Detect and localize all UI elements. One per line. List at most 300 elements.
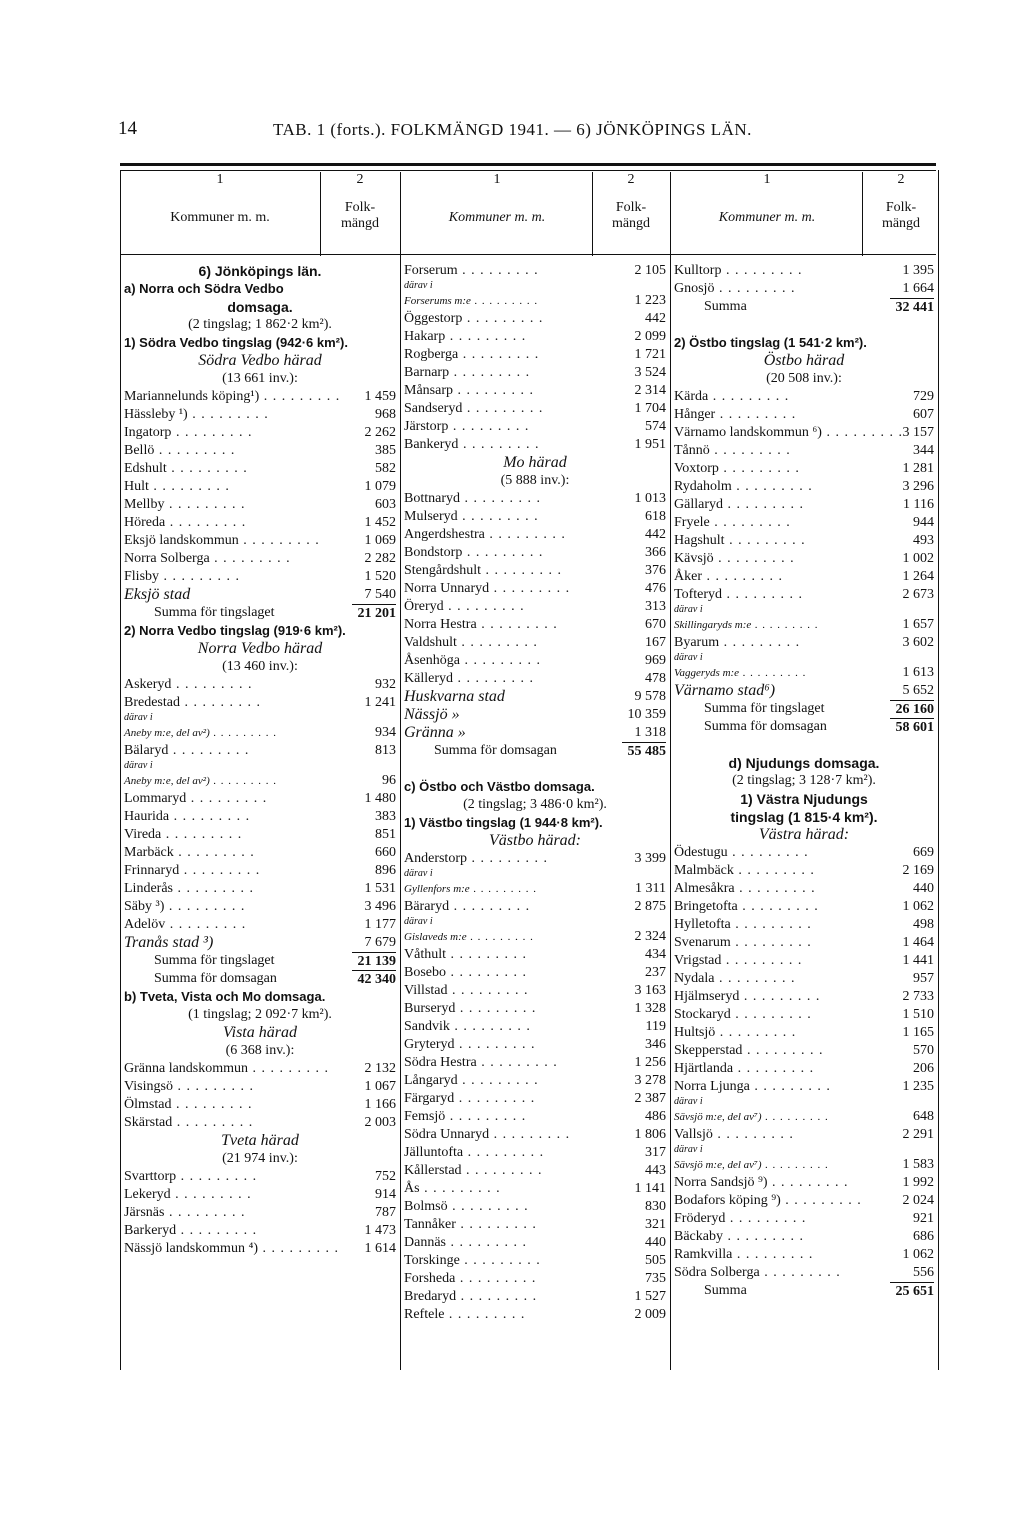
table-row bbox=[404, 1288, 666, 1306]
row-name: Summa för tingslaget bbox=[704, 701, 825, 716]
row-value: 670 bbox=[645, 617, 666, 632]
row-value: 486 bbox=[645, 1109, 666, 1124]
row-value: 813 bbox=[375, 743, 396, 758]
row-value: 96 bbox=[382, 773, 396, 788]
table-row bbox=[674, 898, 934, 916]
table-row bbox=[674, 550, 934, 568]
row-name: Tannåker . . . bbox=[404, 1216, 537, 1234]
row-name: Voxtorp . . . bbox=[674, 460, 800, 478]
heading-text: (1 tingslag; 2 092·7 km²). bbox=[188, 1007, 332, 1022]
heading-text: Västra härad: bbox=[758, 826, 850, 843]
table-row bbox=[674, 880, 934, 898]
row-value: 119 bbox=[645, 1019, 666, 1034]
table-row bbox=[124, 460, 396, 478]
table-row bbox=[404, 292, 666, 310]
table-row bbox=[404, 490, 666, 508]
table-row bbox=[124, 808, 396, 826]
row-name: Burseryd . . . bbox=[404, 1000, 536, 1018]
row-value: 1 704 bbox=[634, 401, 666, 416]
vrule bbox=[120, 170, 121, 1370]
table-row bbox=[404, 1216, 666, 1234]
row-name: Värnamo landskommun ⁶) . . . bbox=[674, 424, 903, 442]
top-rule-thin bbox=[120, 170, 936, 171]
table-row bbox=[674, 1264, 934, 1282]
table-row bbox=[124, 1114, 396, 1132]
table-row bbox=[404, 580, 666, 598]
row-name: Sandseryd . . . bbox=[404, 400, 543, 418]
table-row bbox=[404, 1144, 666, 1162]
table-row bbox=[404, 1126, 666, 1144]
row-name: Södra Solberga . . . bbox=[674, 1264, 841, 1282]
summary-row bbox=[674, 1282, 934, 1300]
row-name: Rogberga . . . bbox=[404, 346, 539, 364]
row-name: Skepperstad . . . bbox=[674, 1042, 823, 1060]
row-note bbox=[124, 760, 396, 772]
row-name: Frinnaryd . . . bbox=[124, 862, 260, 880]
table-row bbox=[404, 898, 666, 916]
table-row bbox=[404, 1234, 666, 1252]
row-value: 752 bbox=[375, 1169, 396, 1184]
table-row bbox=[404, 1090, 666, 1108]
table-row bbox=[124, 406, 396, 424]
row-name: Värnamo stad⁶) bbox=[674, 682, 776, 699]
row-name: Bodafors köping ⁹) . . . bbox=[674, 1192, 862, 1210]
row-value: 914 bbox=[375, 1187, 396, 1202]
row-value: 1 235 bbox=[902, 1079, 934, 1094]
row-value: 1 806 bbox=[634, 1127, 666, 1142]
row-name: Summa bbox=[704, 299, 747, 314]
table-row bbox=[124, 1096, 396, 1114]
row-name: Barkeryd . . . bbox=[124, 1222, 257, 1240]
table-row bbox=[404, 544, 666, 562]
row-value: 498 bbox=[913, 917, 934, 932]
row-name: Angerdshestra . . . bbox=[404, 526, 566, 544]
section-heading bbox=[124, 370, 396, 388]
heading-text: Norra Vedbo härad bbox=[197, 640, 323, 657]
table-row bbox=[674, 1024, 934, 1042]
row-name: Vaggeryds m:e . . . bbox=[674, 664, 807, 682]
section-heading bbox=[124, 1006, 396, 1024]
section-heading bbox=[404, 454, 666, 472]
section-heading bbox=[674, 754, 934, 772]
table-row bbox=[404, 382, 666, 400]
table-row bbox=[124, 694, 396, 712]
table-row bbox=[124, 934, 396, 952]
row-name: Anderstorp . . . bbox=[404, 850, 548, 868]
row-name: Öggestorp . . . bbox=[404, 310, 543, 328]
heading-text: (2 tingslag; 3 486·0 km²). bbox=[463, 797, 607, 812]
summary-row bbox=[124, 970, 396, 988]
row-value: 686 bbox=[913, 1229, 934, 1244]
row-value: 1 721 bbox=[634, 347, 666, 362]
row-name: Norra Solberga . . . bbox=[124, 550, 291, 568]
row-value: 55 485 bbox=[622, 742, 667, 761]
spacer bbox=[404, 760, 666, 778]
section-heading bbox=[124, 352, 396, 370]
row-value: 574 bbox=[645, 419, 666, 434]
heading-text: Östbo härad bbox=[763, 352, 845, 369]
row-value: 58 601 bbox=[890, 718, 935, 737]
row-name: Almesåkra . . . bbox=[674, 880, 816, 898]
row-value: 493 bbox=[913, 533, 934, 548]
heading-text: a) Norra och Södra Vedbo bbox=[124, 281, 284, 296]
row-value: 1 281 bbox=[902, 461, 934, 476]
table-row bbox=[124, 844, 396, 862]
note-text: därav i bbox=[124, 712, 153, 723]
table-row bbox=[404, 400, 666, 418]
heading-text: (5 888 inv.): bbox=[500, 473, 570, 488]
spacer bbox=[674, 736, 934, 754]
note-text: därav i bbox=[674, 604, 703, 615]
row-name: Bottnaryd . . . bbox=[404, 490, 541, 508]
table-row bbox=[404, 508, 666, 526]
section-heading bbox=[674, 352, 934, 370]
row-value: 2 105 bbox=[634, 263, 666, 278]
section-heading bbox=[124, 280, 396, 298]
table-row bbox=[674, 586, 934, 604]
row-value: 3 278 bbox=[634, 1073, 666, 1088]
row-value: 2 132 bbox=[364, 1061, 396, 1076]
row-name: Järstorp . . . bbox=[404, 418, 529, 436]
row-value: 478 bbox=[645, 671, 666, 686]
row-name: Bredaryd . . . bbox=[404, 1288, 537, 1306]
row-value: 556 bbox=[913, 1265, 934, 1280]
vrule bbox=[320, 172, 321, 256]
table-row bbox=[124, 1222, 396, 1240]
table-row bbox=[124, 790, 396, 808]
table-row bbox=[674, 862, 934, 880]
table-row bbox=[124, 772, 396, 790]
row-value: 1 264 bbox=[902, 569, 934, 584]
table-row bbox=[404, 652, 666, 670]
table-row bbox=[674, 970, 934, 988]
heading-text: Södra Vedbo härad bbox=[198, 352, 322, 369]
row-name: Bäraryd . . . bbox=[404, 898, 530, 916]
section-heading bbox=[124, 988, 396, 1006]
row-value: 1 480 bbox=[364, 791, 396, 806]
row-value: 1 166 bbox=[364, 1097, 396, 1112]
table-row bbox=[404, 1252, 666, 1270]
table-row bbox=[674, 514, 934, 532]
row-value: 2 009 bbox=[634, 1307, 666, 1322]
table-row bbox=[674, 1246, 934, 1264]
row-name: Eksjö landskommun . . . bbox=[124, 532, 320, 550]
table-row bbox=[404, 688, 666, 706]
row-value: 969 bbox=[645, 653, 666, 668]
row-value: 648 bbox=[913, 1109, 934, 1124]
row-value: 1 256 bbox=[634, 1055, 666, 1070]
row-name: Bolmsö . . . bbox=[404, 1198, 529, 1216]
row-value: 2 169 bbox=[902, 863, 934, 878]
row-name: Hakarp . . . bbox=[404, 328, 526, 346]
row-value: 1 223 bbox=[634, 293, 666, 308]
row-value: 3 296 bbox=[902, 479, 934, 494]
note-text: därav i bbox=[404, 916, 433, 927]
row-value: 344 bbox=[913, 443, 934, 458]
row-name: Ölmstad . . . bbox=[124, 1096, 252, 1114]
table-row bbox=[124, 898, 396, 916]
table-row bbox=[404, 1306, 666, 1324]
row-value: 1 531 bbox=[364, 881, 396, 896]
table-row bbox=[404, 418, 666, 436]
row-value: 9 578 bbox=[634, 689, 666, 704]
col-header-2c: 2 Folk- mängd bbox=[881, 172, 921, 231]
row-value: 7 679 bbox=[364, 935, 396, 950]
table-row bbox=[674, 1108, 934, 1126]
summary-row bbox=[404, 742, 666, 760]
row-name: Norra Sandsjö ⁹) . . . bbox=[674, 1174, 849, 1192]
row-note bbox=[674, 604, 934, 616]
row-name: Summa för tingslaget bbox=[154, 605, 275, 620]
vrule bbox=[862, 172, 863, 256]
row-name: Gränna » bbox=[404, 724, 466, 741]
row-name: Bälaryd . . . bbox=[124, 742, 249, 760]
spacer bbox=[674, 316, 934, 334]
table-row bbox=[404, 1036, 666, 1054]
row-value: 921 bbox=[913, 1211, 934, 1226]
row-name: Mariannelunds köping¹) . . . bbox=[124, 388, 340, 406]
table-row bbox=[674, 1060, 934, 1078]
table-row bbox=[674, 1006, 934, 1024]
row-name: Kulltorp . . . bbox=[674, 262, 802, 280]
row-value: 21 139 bbox=[352, 952, 397, 971]
heading-text: (13 460 inv.): bbox=[222, 659, 298, 674]
row-name: Långaryd . . . bbox=[404, 1072, 539, 1090]
table-row bbox=[404, 724, 666, 742]
row-value: 570 bbox=[913, 1043, 934, 1058]
table-row bbox=[124, 1168, 396, 1186]
table-row bbox=[674, 934, 934, 952]
table-row bbox=[404, 310, 666, 328]
row-name: Rydaholm . . . bbox=[674, 478, 813, 496]
row-value: 505 bbox=[645, 1253, 666, 1268]
row-value: 1 951 bbox=[634, 437, 666, 452]
heading-text: 2) Östbo tingslag (1 541·2 km²). bbox=[674, 335, 867, 350]
row-name: Åsenhöga . . . bbox=[404, 652, 541, 670]
row-name: Säby ³) . . . bbox=[124, 898, 245, 916]
row-value: 735 bbox=[645, 1271, 666, 1286]
heading-text: 6) Jönköpings län. bbox=[198, 263, 322, 279]
row-name: Hagshult . . . bbox=[674, 532, 806, 550]
section-heading bbox=[674, 808, 934, 826]
table-row bbox=[674, 1078, 934, 1096]
summary-row bbox=[674, 700, 934, 718]
row-name: Norra Unnaryd . . . bbox=[404, 580, 570, 598]
row-name: Dannäs . . . bbox=[404, 1234, 527, 1252]
vrule bbox=[938, 170, 939, 1370]
row-name: Tånnö . . . bbox=[674, 442, 791, 460]
row-value: 1 527 bbox=[634, 1289, 666, 1304]
row-name: Kävsjö . . . bbox=[674, 550, 795, 568]
row-value: 2 003 bbox=[364, 1115, 396, 1130]
table-row bbox=[674, 682, 934, 700]
row-name: Edshult . . . bbox=[124, 460, 248, 478]
row-name: Summa bbox=[704, 1283, 747, 1298]
row-name: Stockaryd . . . bbox=[674, 1006, 812, 1024]
table-row bbox=[404, 706, 666, 724]
col-header-1c: 1 Kommuner m. m. bbox=[718, 172, 816, 225]
table-row bbox=[404, 946, 666, 964]
row-value: 7 540 bbox=[364, 587, 396, 602]
summary-row bbox=[674, 298, 934, 316]
row-name: Svarttorp . . . bbox=[124, 1168, 257, 1186]
row-name: Mellby . . . bbox=[124, 496, 245, 514]
row-value: 442 bbox=[645, 311, 666, 326]
table-row bbox=[124, 388, 396, 406]
table-row bbox=[404, 436, 666, 454]
row-value: 787 bbox=[375, 1205, 396, 1220]
row-value: 25 651 bbox=[890, 1282, 935, 1301]
section-heading bbox=[674, 772, 934, 790]
row-name: Summa för domsagan bbox=[434, 743, 557, 758]
row-value: 1 664 bbox=[902, 281, 934, 296]
table-row bbox=[404, 346, 666, 364]
row-value: 957 bbox=[913, 971, 934, 986]
row-name: Bringetofta . . . bbox=[674, 898, 819, 916]
row-name: Norra Hestra . . . bbox=[404, 616, 558, 634]
table-row bbox=[674, 988, 934, 1006]
row-name: Nydala . . . bbox=[674, 970, 795, 988]
row-value: 237 bbox=[645, 965, 666, 980]
table-row bbox=[404, 328, 666, 346]
row-name: Nässjö landskommun ⁴) . . . bbox=[124, 1240, 339, 1258]
row-note bbox=[674, 1144, 934, 1156]
heading-text: (2 tingslag; 3 128·7 km²). bbox=[732, 773, 876, 788]
table-row bbox=[124, 478, 396, 496]
heading-text: Tveta härad bbox=[221, 1132, 299, 1149]
row-name: Lommaryd . . . bbox=[124, 790, 267, 808]
table-row bbox=[124, 916, 396, 934]
row-value: 32 441 bbox=[890, 298, 935, 317]
row-value: 1 452 bbox=[364, 515, 396, 530]
row-name: Skärstad . . . bbox=[124, 1114, 253, 1132]
table-row bbox=[404, 1072, 666, 1090]
row-value: 376 bbox=[645, 563, 666, 578]
row-name: Huskvarna stad bbox=[404, 688, 505, 705]
table-row bbox=[124, 880, 396, 898]
row-name: Hjälmseryd . . . bbox=[674, 988, 820, 1006]
row-value: 1 069 bbox=[364, 533, 396, 548]
row-value: 21 201 bbox=[352, 604, 397, 623]
row-value: 968 bbox=[375, 407, 396, 422]
row-name: Nässjö » bbox=[404, 706, 460, 723]
table-row bbox=[404, 1000, 666, 1018]
row-value: 2 262 bbox=[364, 425, 396, 440]
note-text: därav i bbox=[404, 280, 433, 291]
row-value: 1 177 bbox=[364, 917, 396, 932]
note-text: därav i bbox=[674, 652, 703, 663]
table-row bbox=[124, 532, 396, 550]
row-value: 669 bbox=[913, 845, 934, 860]
section-heading bbox=[674, 334, 934, 352]
section-heading bbox=[674, 370, 934, 388]
row-name: Bredestad . . . bbox=[124, 694, 261, 712]
section-heading bbox=[674, 826, 934, 844]
row-value: 385 bbox=[375, 443, 396, 458]
section-heading bbox=[124, 316, 396, 334]
table-row bbox=[674, 406, 934, 424]
section-heading bbox=[404, 472, 666, 490]
row-value: 3 399 bbox=[634, 851, 666, 866]
table-row bbox=[674, 1126, 934, 1144]
column-2 bbox=[404, 262, 666, 1324]
row-value: 1 583 bbox=[902, 1157, 934, 1172]
table-row bbox=[124, 742, 396, 760]
table-row bbox=[124, 586, 396, 604]
row-name: Höreda . . . bbox=[124, 514, 246, 532]
heading-text: 1) Västbo tingslag (1 944·8 km²). bbox=[404, 815, 603, 830]
row-note bbox=[674, 652, 934, 664]
table-row bbox=[674, 280, 934, 298]
table-row bbox=[124, 724, 396, 742]
row-name: Eksjö stad bbox=[124, 586, 191, 603]
row-value: 1 441 bbox=[902, 953, 934, 968]
row-value: 932 bbox=[375, 677, 396, 692]
note-text: därav i bbox=[674, 1144, 703, 1155]
row-value: 1 062 bbox=[902, 899, 934, 914]
row-name: Hjärtlanda . . . bbox=[674, 1060, 814, 1078]
row-name: Aneby m:e, del av²) . . . bbox=[124, 772, 277, 790]
row-name: Stengårdshult . . . bbox=[404, 562, 562, 580]
section-heading bbox=[124, 298, 396, 316]
heading-text: 2) Norra Vedbo tingslag (919·6 km²). bbox=[124, 623, 346, 638]
row-value: 3 163 bbox=[634, 983, 666, 998]
row-name: Askeryd . . . bbox=[124, 676, 252, 694]
table-row bbox=[674, 262, 934, 280]
row-name: Visingsö . . . bbox=[124, 1078, 254, 1096]
table-row bbox=[674, 460, 934, 478]
table-row bbox=[404, 598, 666, 616]
row-value: 934 bbox=[375, 725, 396, 740]
row-name: Hässleby ¹) . . . bbox=[124, 406, 269, 424]
table-row bbox=[404, 982, 666, 1000]
heading-text: (2 tingslag; 1 862·2 km²). bbox=[188, 317, 332, 332]
table-row bbox=[404, 634, 666, 652]
row-name: Sävsjö m:e, del av⁷) . . . bbox=[674, 1156, 829, 1174]
header-rule bbox=[120, 254, 936, 255]
row-name: Barnarp . . . bbox=[404, 364, 530, 382]
table-row bbox=[124, 1204, 396, 1222]
row-name: Jälluntofta . . . bbox=[404, 1144, 544, 1162]
row-name: Vrigstad . . . bbox=[674, 952, 802, 970]
section-heading bbox=[124, 262, 396, 280]
table-row bbox=[124, 862, 396, 880]
table-row bbox=[674, 532, 934, 550]
row-name: Gällaryd . . . bbox=[674, 496, 804, 514]
top-rule bbox=[120, 163, 936, 166]
row-name: Sävsjö m:e, del av⁷) . . . bbox=[674, 1108, 829, 1126]
table-row bbox=[674, 1174, 934, 1192]
row-value: 1 473 bbox=[364, 1223, 396, 1238]
row-note bbox=[124, 712, 396, 724]
row-name: Linderås . . . bbox=[124, 880, 254, 898]
row-note bbox=[404, 280, 666, 292]
heading-text: 1) Västra Njudungs bbox=[740, 791, 868, 807]
table-row bbox=[404, 1108, 666, 1126]
row-value: 1 062 bbox=[902, 1247, 934, 1262]
section-heading bbox=[124, 334, 396, 352]
table-row bbox=[404, 670, 666, 688]
row-value: 321 bbox=[645, 1217, 666, 1232]
table-row bbox=[674, 952, 934, 970]
row-value: 3 496 bbox=[364, 899, 396, 914]
table-row bbox=[674, 388, 934, 406]
row-value: 1 395 bbox=[902, 263, 934, 278]
table-row bbox=[404, 928, 666, 946]
heading-text: c) Östbo och Västbo domsaga. bbox=[404, 779, 595, 794]
row-name: Bankeryd . . . bbox=[404, 436, 539, 454]
table-row bbox=[404, 262, 666, 280]
